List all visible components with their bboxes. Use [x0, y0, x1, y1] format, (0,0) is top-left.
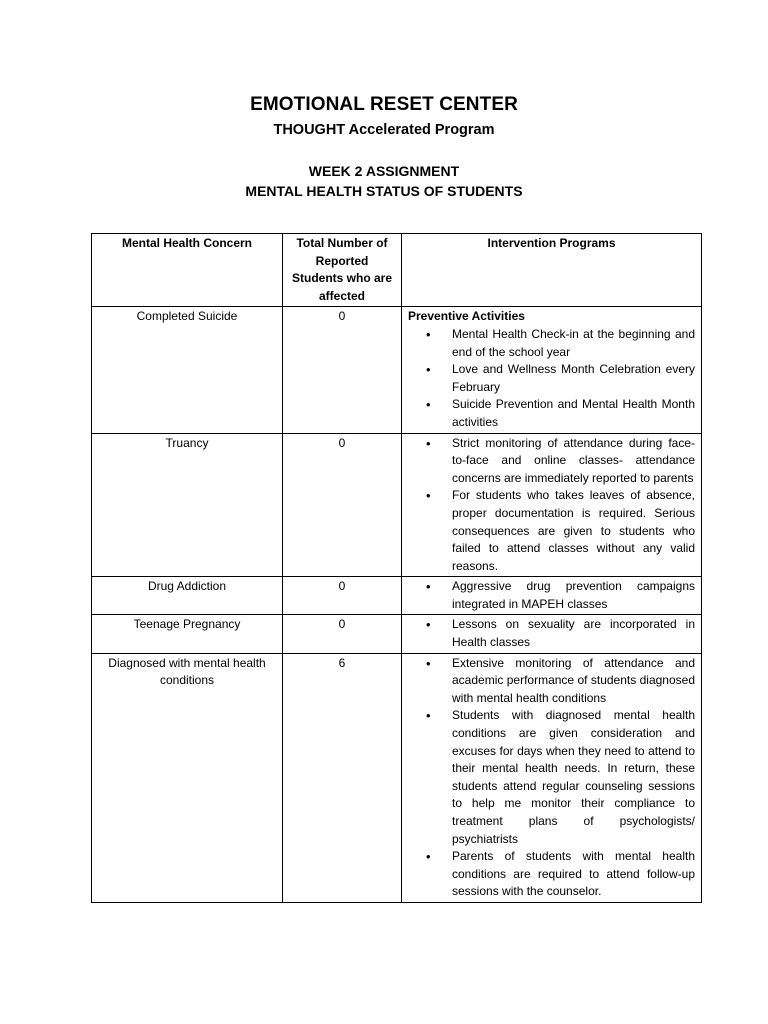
- bullet-icon: •: [426, 617, 431, 633]
- list-item-text: For students who takes leaves of absence, proper documentation is required. Serious consequences are given to students who failed to attend classes without any valid reasons.: [452, 488, 695, 573]
- concern-cell: Completed Suicide: [92, 307, 283, 433]
- list-item: [408, 578, 695, 613]
- column-header-count: Total Number of Reported Students who are affected: [283, 234, 402, 307]
- table-row: [92, 653, 702, 902]
- bullet-icon: •: [426, 655, 431, 671]
- bullet-icon: •: [426, 488, 431, 504]
- intervention-list: [408, 655, 695, 901]
- count-cell: 0: [283, 433, 402, 577]
- list-item: [408, 655, 695, 708]
- list-item-text: Extensive monitoring of attendance and academic performance of students diagnosed with mental health conditions: [452, 655, 695, 705]
- count-cell: 6: [283, 653, 402, 902]
- concern-cell: Diagnosed with mental health conditions: [92, 653, 283, 902]
- list-item: [408, 396, 695, 431]
- program-subtitle: THOUGHT Accelerated Program: [273, 122, 495, 138]
- intervention-list: [408, 578, 695, 613]
- list-item-text: Students with diagnosed mental health conditions are given consideration and excuses for days when they need to attend to their mental health needs. In return, these students attend regular counseling sessions to help me monitor their compliance to treatment plans of psychologists/ psychiatrists: [452, 708, 695, 846]
- list-item: [408, 435, 695, 488]
- column-header-interventions: Intervention Programs: [402, 234, 702, 307]
- table-row: [92, 433, 702, 577]
- bullet-icon: •: [426, 579, 431, 595]
- bullet-icon: •: [426, 435, 431, 451]
- bullet-icon: •: [426, 708, 431, 724]
- bullet-icon: •: [426, 326, 431, 342]
- list-item: [408, 848, 695, 901]
- list-item-text: Love and Wellness Month Celebration every February: [452, 362, 695, 394]
- list-item-text: Suicide Prevention and Mental Health Month activities: [452, 397, 695, 429]
- intervention-list: [408, 326, 695, 432]
- concern-cell: Teenage Pregnancy: [92, 615, 283, 653]
- list-item-text: Aggressive drug prevention campaigns integrated in MAPEH classes: [452, 579, 695, 611]
- table-row: [92, 307, 702, 433]
- intervention-cell: [402, 577, 702, 615]
- list-item: [408, 361, 695, 396]
- list-item: [408, 487, 695, 575]
- intervention-cell: [402, 307, 702, 433]
- list-item: [408, 326, 695, 361]
- intervention-cell: [402, 615, 702, 653]
- intervention-cell: [402, 433, 702, 577]
- document-title: EMOTIONAL RESET CENTER: [250, 94, 518, 115]
- list-item-text: Mental Health Check-in at the beginning and end of the school year: [452, 326, 695, 359]
- count-cell: 0: [283, 615, 402, 653]
- intervention-list: [408, 616, 695, 651]
- status-heading: MENTAL HEALTH STATUS OF STUDENTS: [245, 183, 523, 199]
- intervention-heading: Preventive Activities: [408, 309, 525, 324]
- bullet-icon: •: [426, 362, 431, 378]
- intervention-cell: [402, 653, 702, 902]
- list-item: [408, 616, 695, 651]
- list-item: [408, 707, 695, 848]
- list-item-text: Lessons on sexuality are incorporated in Health classes: [452, 617, 695, 650]
- concern-cell: Truancy: [92, 433, 283, 577]
- intervention-list: [408, 435, 695, 576]
- list-item-text: Parents of students with mental health conditions are required to attend follow-up sessions with the counselor.: [452, 849, 695, 899]
- assignment-heading: WEEK 2 ASSIGNMENT: [308, 163, 460, 179]
- bullet-icon: •: [426, 849, 431, 865]
- concern-cell: Drug Addiction: [92, 577, 283, 615]
- count-cell: 0: [283, 577, 402, 615]
- mental-health-table: [91, 233, 702, 903]
- count-cell: 0: [283, 307, 402, 433]
- table-row: [92, 577, 702, 615]
- list-item-text: Strict monitoring of attendance during face-to-face and online classes- attendance concerns are immediately reported to parents: [452, 435, 695, 485]
- table-header-row: [92, 234, 702, 307]
- table-row: [92, 615, 702, 653]
- column-header-concern: Mental Health Concern: [92, 234, 283, 307]
- bullet-icon: •: [426, 397, 431, 413]
